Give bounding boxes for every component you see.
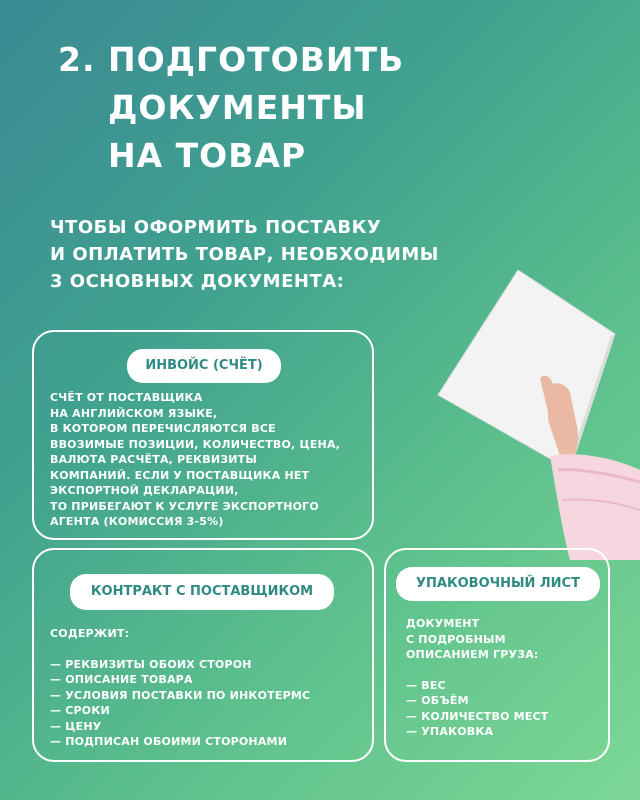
packing-list-card bbox=[384, 548, 610, 762]
contract-list-item: — ЦЕНУ bbox=[50, 719, 102, 733]
subtitle bbox=[50, 214, 439, 295]
title-line-2: ДОКУМЕНТЫ bbox=[108, 88, 367, 127]
title-line-3: НА ТОВАР bbox=[108, 136, 307, 175]
invoice-line: АГЕНТА (КОМИССИЯ 3-5%) bbox=[50, 515, 224, 528]
packing-list-item: — КОЛИЧЕСТВО МЕСТ bbox=[406, 709, 549, 723]
packing-list-item: — ВЕС bbox=[406, 678, 446, 692]
contract-list-item: — ОПИСАНИЕ ТОВАРА bbox=[50, 673, 193, 686]
subtitle-line-1: ЧТОБЫ ОФОРМИТЬ ПОСТАВКУ bbox=[50, 217, 382, 238]
title-line-1: 2. ПОДГОТОВИТЬ bbox=[58, 40, 405, 79]
contract-label-badge: КОНТРАКТ С ПОСТАВЩИКОМ bbox=[70, 574, 334, 610]
invoice-line: СЧЁТ ОТ ПОСТАВЩИКА bbox=[50, 391, 203, 404]
invoice-description bbox=[50, 390, 370, 530]
invoice-line: НА АНГЛИЙСКОМ ЯЗЫКЕ, bbox=[50, 406, 218, 420]
contract-description bbox=[50, 626, 370, 750]
packing-list-description bbox=[406, 616, 606, 740]
invoice-line: ТО ПРИБЕГАЮТ К УСЛУГЕ ЭКСПОРТНОГО bbox=[50, 499, 319, 513]
invoice-line: В КОТОРОМ ПЕРЕЧИСЛЯЮТСЯ ВСЕ bbox=[50, 422, 276, 435]
packing-list-item: — УПАКОВКА bbox=[406, 725, 494, 738]
invoice-card bbox=[32, 330, 374, 540]
invoice-line: ЭКСПОРТНОЙ ДЕКЛАРАЦИИ, bbox=[50, 484, 239, 497]
packing-intro-line: ДОКУМЕНТ bbox=[406, 617, 480, 630]
contract-intro: СОДЕРЖИТ: bbox=[50, 627, 130, 640]
contract-card bbox=[32, 548, 374, 762]
packing-intro-line: С ПОДРОБНЫМ bbox=[406, 632, 506, 646]
invoice-line: ВАЛЮТА РАСЧЁТА, РЕКВИЗИТЫ bbox=[50, 453, 257, 466]
packing-list-label-badge: УПАКОВОЧНЫЙ ЛИСТ bbox=[396, 567, 600, 601]
contract-list-item: — ПОДПИСАН ОБОИМИ СТОРОНАМИ bbox=[50, 735, 288, 748]
contract-list-item: — СРОКИ bbox=[50, 704, 110, 717]
packing-list-item: — ОБЪЁМ bbox=[406, 694, 469, 707]
invoice-line: КОМПАНИЙ. ЕСЛИ У ПОСТАВЩИКА НЕТ bbox=[50, 468, 310, 482]
page-title bbox=[58, 36, 404, 180]
subtitle-line-2: И ОПЛАТИТЬ ТОВАР, НЕОБХОДИМЫ bbox=[50, 244, 439, 265]
contract-list-item: — УСЛОВИЯ ПОСТАВКИ ПО ИНКОТЕРМС bbox=[50, 688, 311, 702]
invoice-line: ВВОЗИМЫЕ ПОЗИЦИИ, КОЛИЧЕСТВО, ЦЕНА, bbox=[50, 437, 341, 451]
contract-list-item: — РЕКВИЗИТЫ ОБОИХ СТОРОН bbox=[50, 657, 252, 671]
subtitle-line-3: 3 ОСНОВНЫХ ДОКУМЕНТА: bbox=[50, 271, 345, 292]
invoice-label-badge: ИНВОЙС (СЧЁТ) bbox=[127, 349, 281, 383]
packing-intro-line: ОПИСАНИЕМ ГРУЗА: bbox=[406, 648, 539, 661]
hand-holding-paper-illustration bbox=[430, 270, 640, 560]
